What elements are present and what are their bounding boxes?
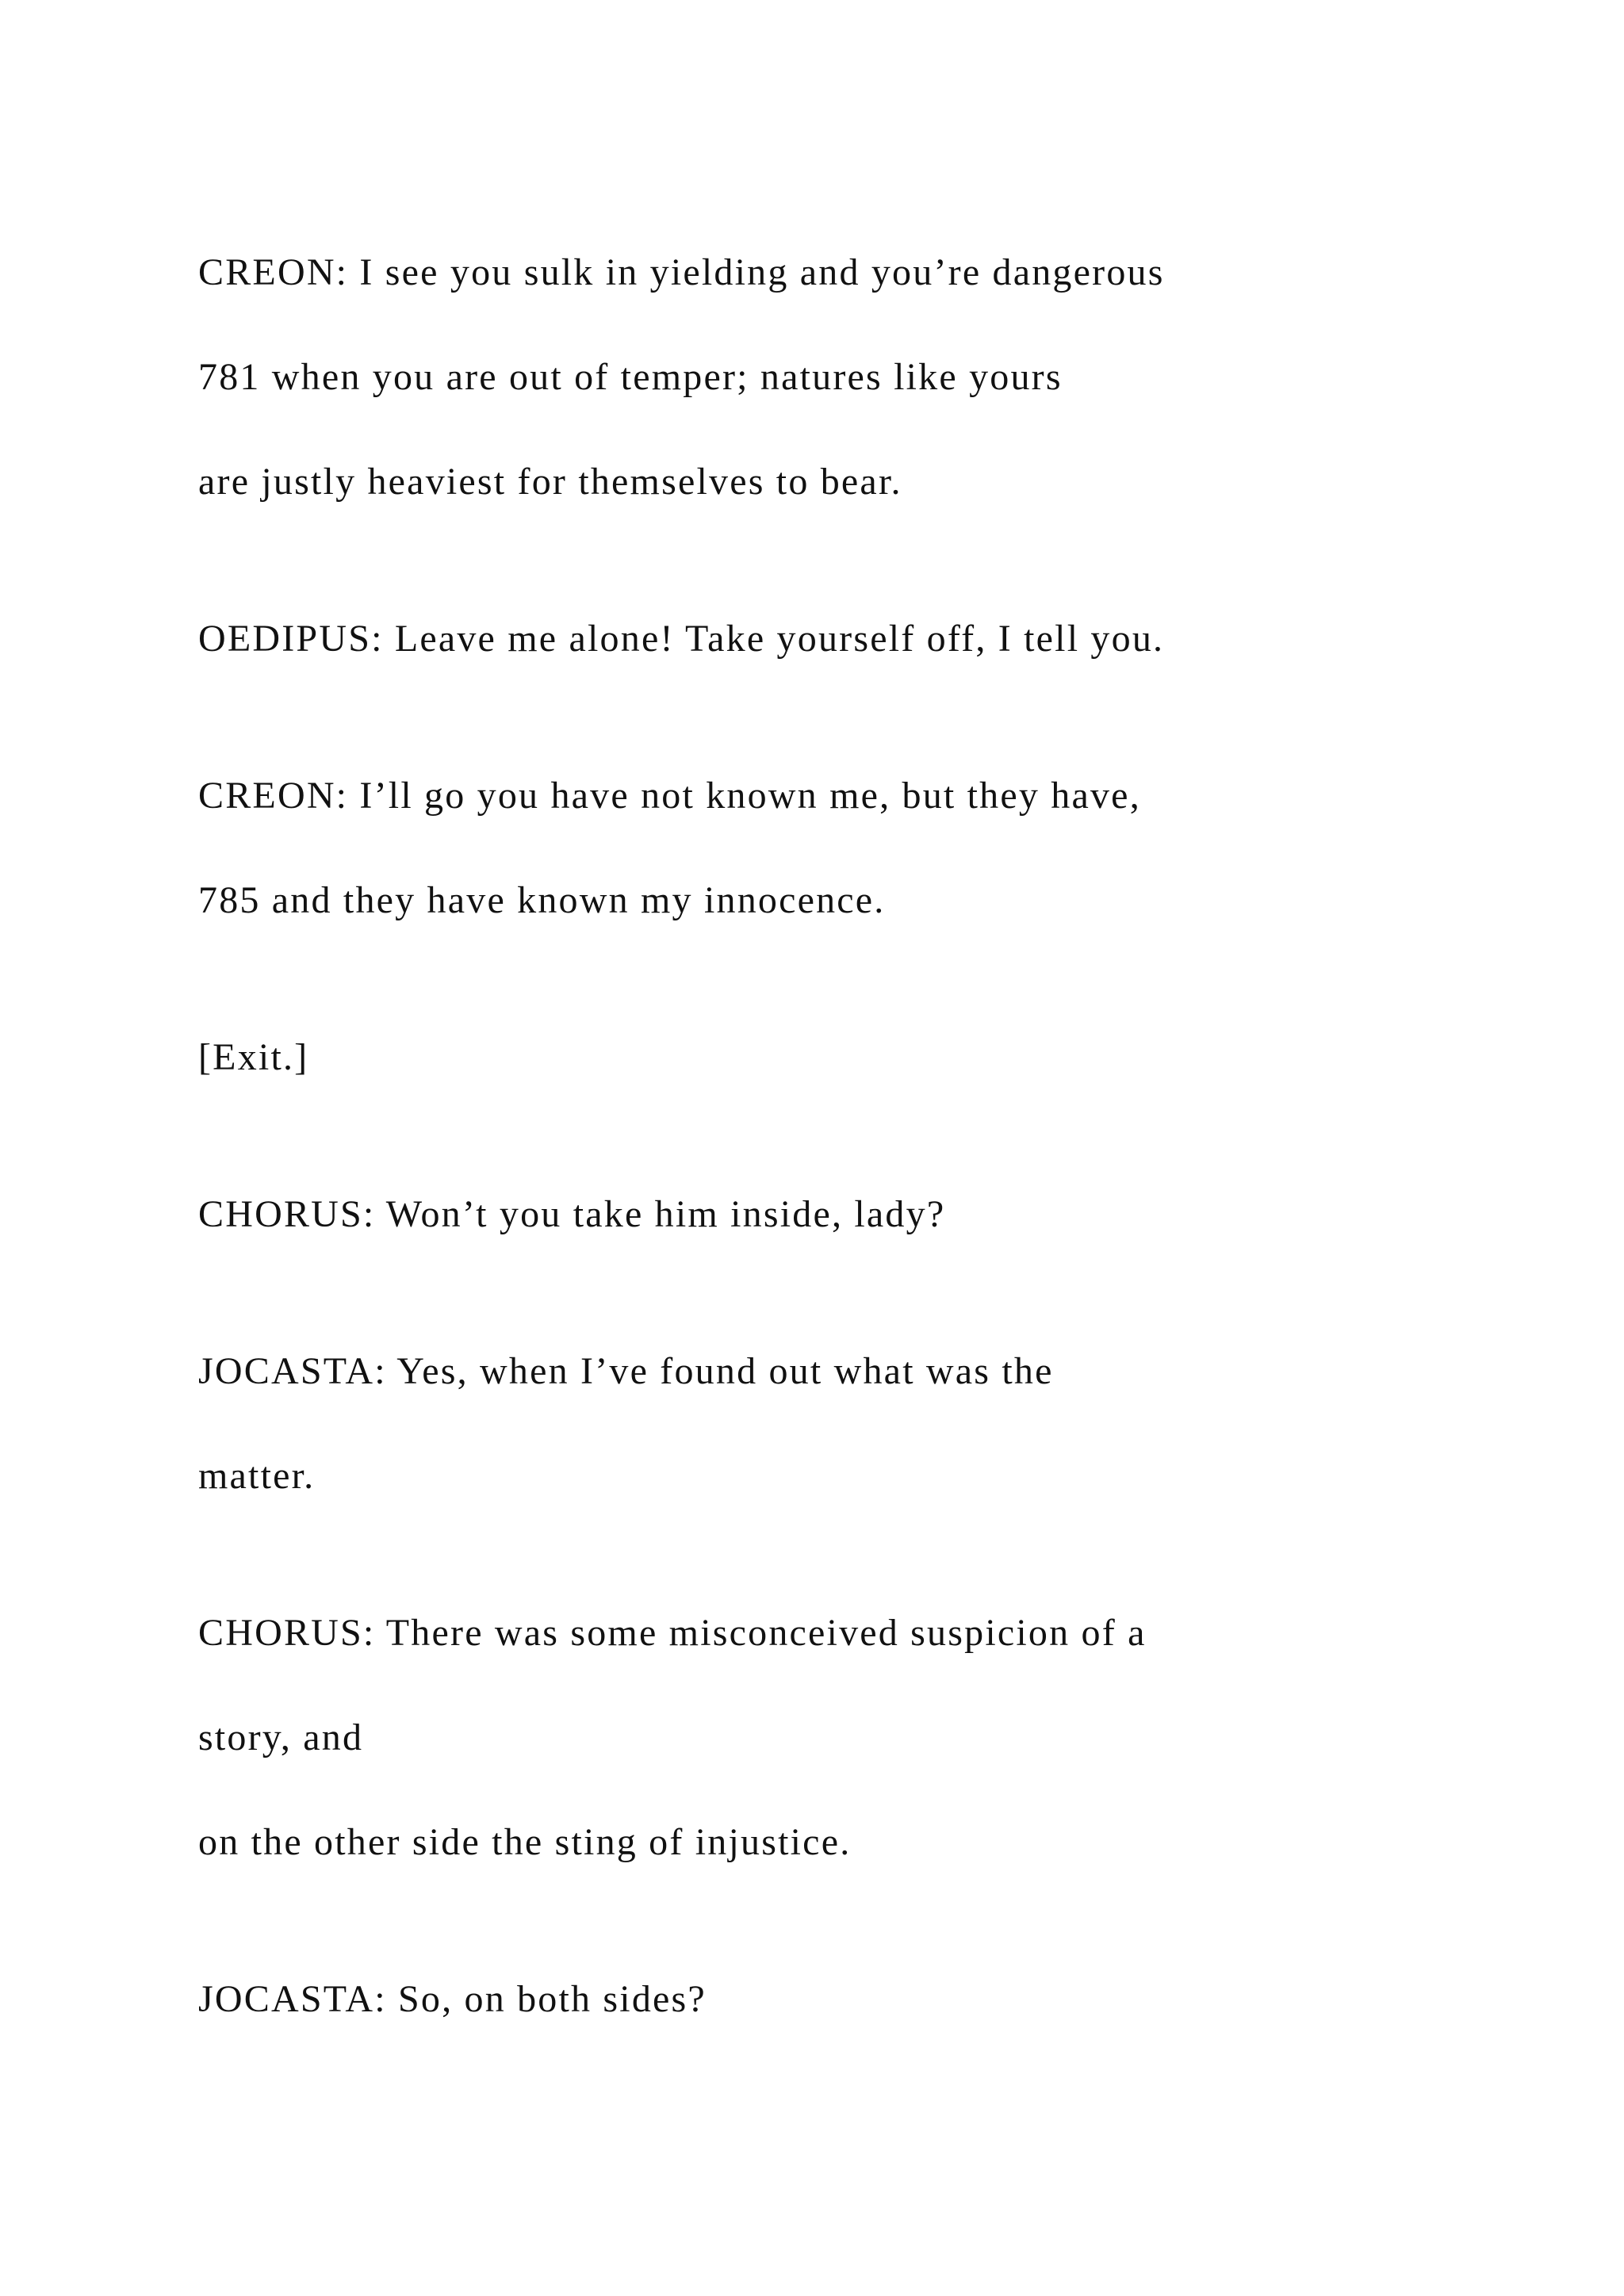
text-line: CHORUS: There was some misconceived suspicion of a: [198, 1612, 1147, 1654]
text-line: CREON: I see you sulk in yielding and you’re dangerous: [198, 251, 1165, 293]
text-line: on the other side the sting of injustice.: [198, 1821, 852, 1863]
text-line: matter.: [198, 1455, 316, 1497]
text-line: CREON: I’ll go you have not known me, but they have,: [198, 775, 1141, 817]
text-line: 785 and they have known my innocence.: [198, 879, 886, 921]
text-line: OEDIPUS: Leave me alone! Take yourself off, I tell you.: [198, 618, 1165, 660]
text-line: JOCASTA: So, on both sides?: [198, 1978, 707, 2020]
text-line: 781 when you are out of temper; natures like yours: [198, 356, 1063, 398]
text-line: story, and: [198, 1716, 364, 1758]
text-line: are justly heaviest for themselves to bear.: [198, 461, 902, 503]
text-line: [Exit.]: [198, 1036, 309, 1078]
text-line: CHORUS: Won’t you take him inside, lady?: [198, 1193, 946, 1235]
text-line: JOCASTA: Yes, when I’ve found out what was the: [198, 1350, 1054, 1392]
